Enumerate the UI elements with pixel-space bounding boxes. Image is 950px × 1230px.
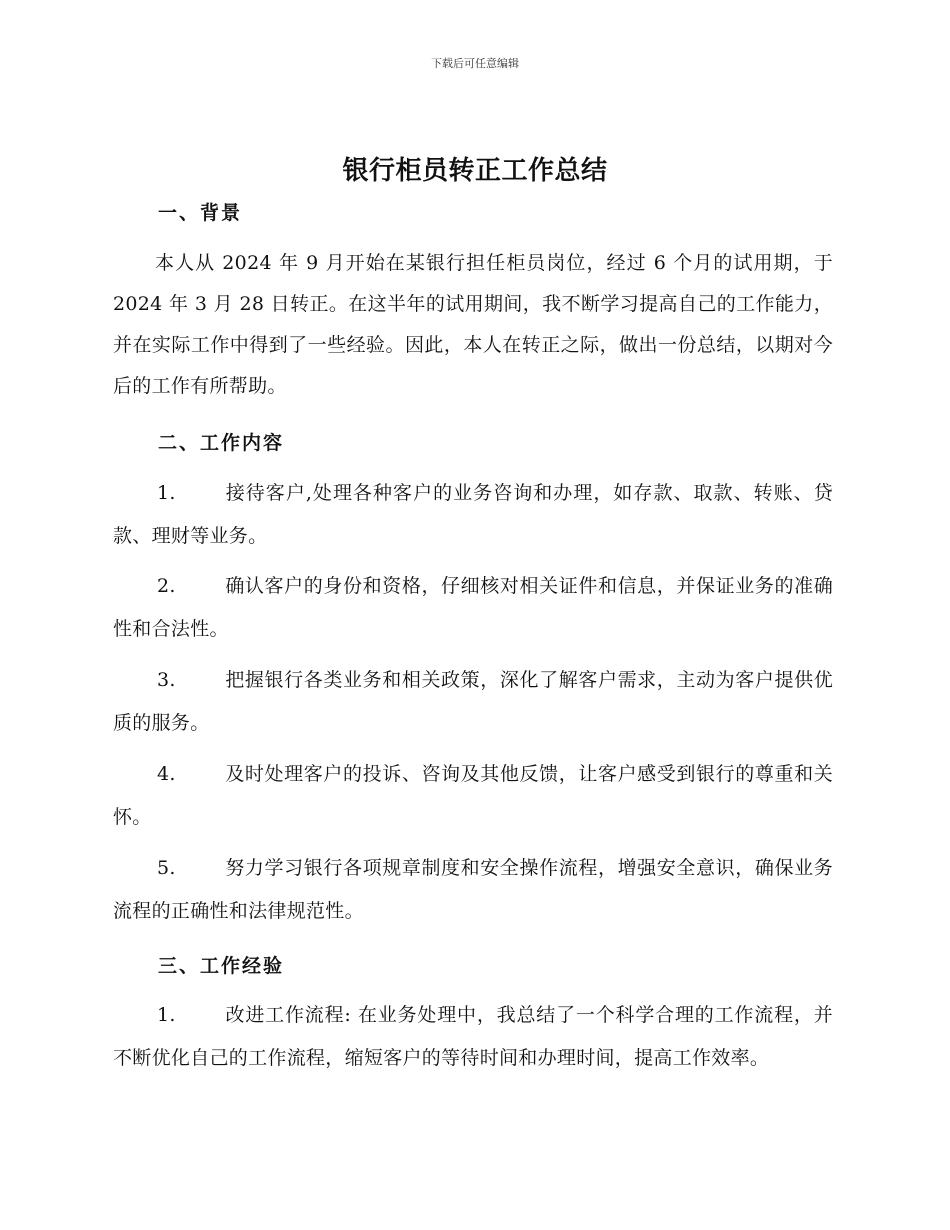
list-item-text: 把握银行各类业务和相关政策，深化了解客户需求，主动为客户提供优质的服务。 [113,669,833,734]
section-heading-background: 一、背景 [158,202,243,224]
list-item [113,472,833,558]
list-item-text: 努力学习银行各项规章制度和安全操作流程，增强安全意识，确保业务流程的正确性和法律规范性。 [113,857,833,922]
list-item-number: 3. [157,669,176,691]
list-item-number: 1. [157,482,176,504]
list-item-text: 改进工作流程: 在业务处理中，我总结了一个科学合理的工作流程，并不断优化自己的工作流程，缩短客户的等待时间和办理时间，提高工作效率。 [113,1004,833,1069]
list-item-text: 及时处理客户的投诉、咨询及其他反馈，让客户感受到银行的尊重和关怀。 [113,763,833,828]
list-item [113,565,833,651]
document-title: 银行柜员转正工作总结 [342,156,608,186]
list-item [113,994,833,1080]
list-item-number: 1. [157,1004,176,1026]
section-heading-work-experience: 三、工作经验 [158,955,285,977]
list-item [113,847,833,933]
list-item-number: 5. [157,857,176,879]
list-item-text: 接待客户,处理各种客户的业务咨询和办理，如存款、取款、转账、贷款、理财等业务。 [113,482,833,547]
list-item-number: 2. [157,575,176,597]
list-item [113,753,833,839]
header-note: 下载后可任意编辑 [431,57,519,70]
background-paragraph: 本人从 2024 年 9 月开始在某银行担任柜员岗位，经过 6 个月的试用期，于 2024 年 3 月 28 日转正。在这半年的试用期间，我不断学习提高自己的工作能力，并在实际工作中得到了一些经验。因此，本人在转正之际，做出一份总结，以期对今后的工作有所帮助。 [113,252,833,397]
list-item [113,659,833,745]
list-item-number: 4. [157,763,176,785]
list-item-text: 确认客户的身份和资格，仔细核对相关证件和信息，并保证业务的准确性和合法性。 [113,575,833,640]
section-heading-work-content: 二、工作内容 [158,432,285,454]
